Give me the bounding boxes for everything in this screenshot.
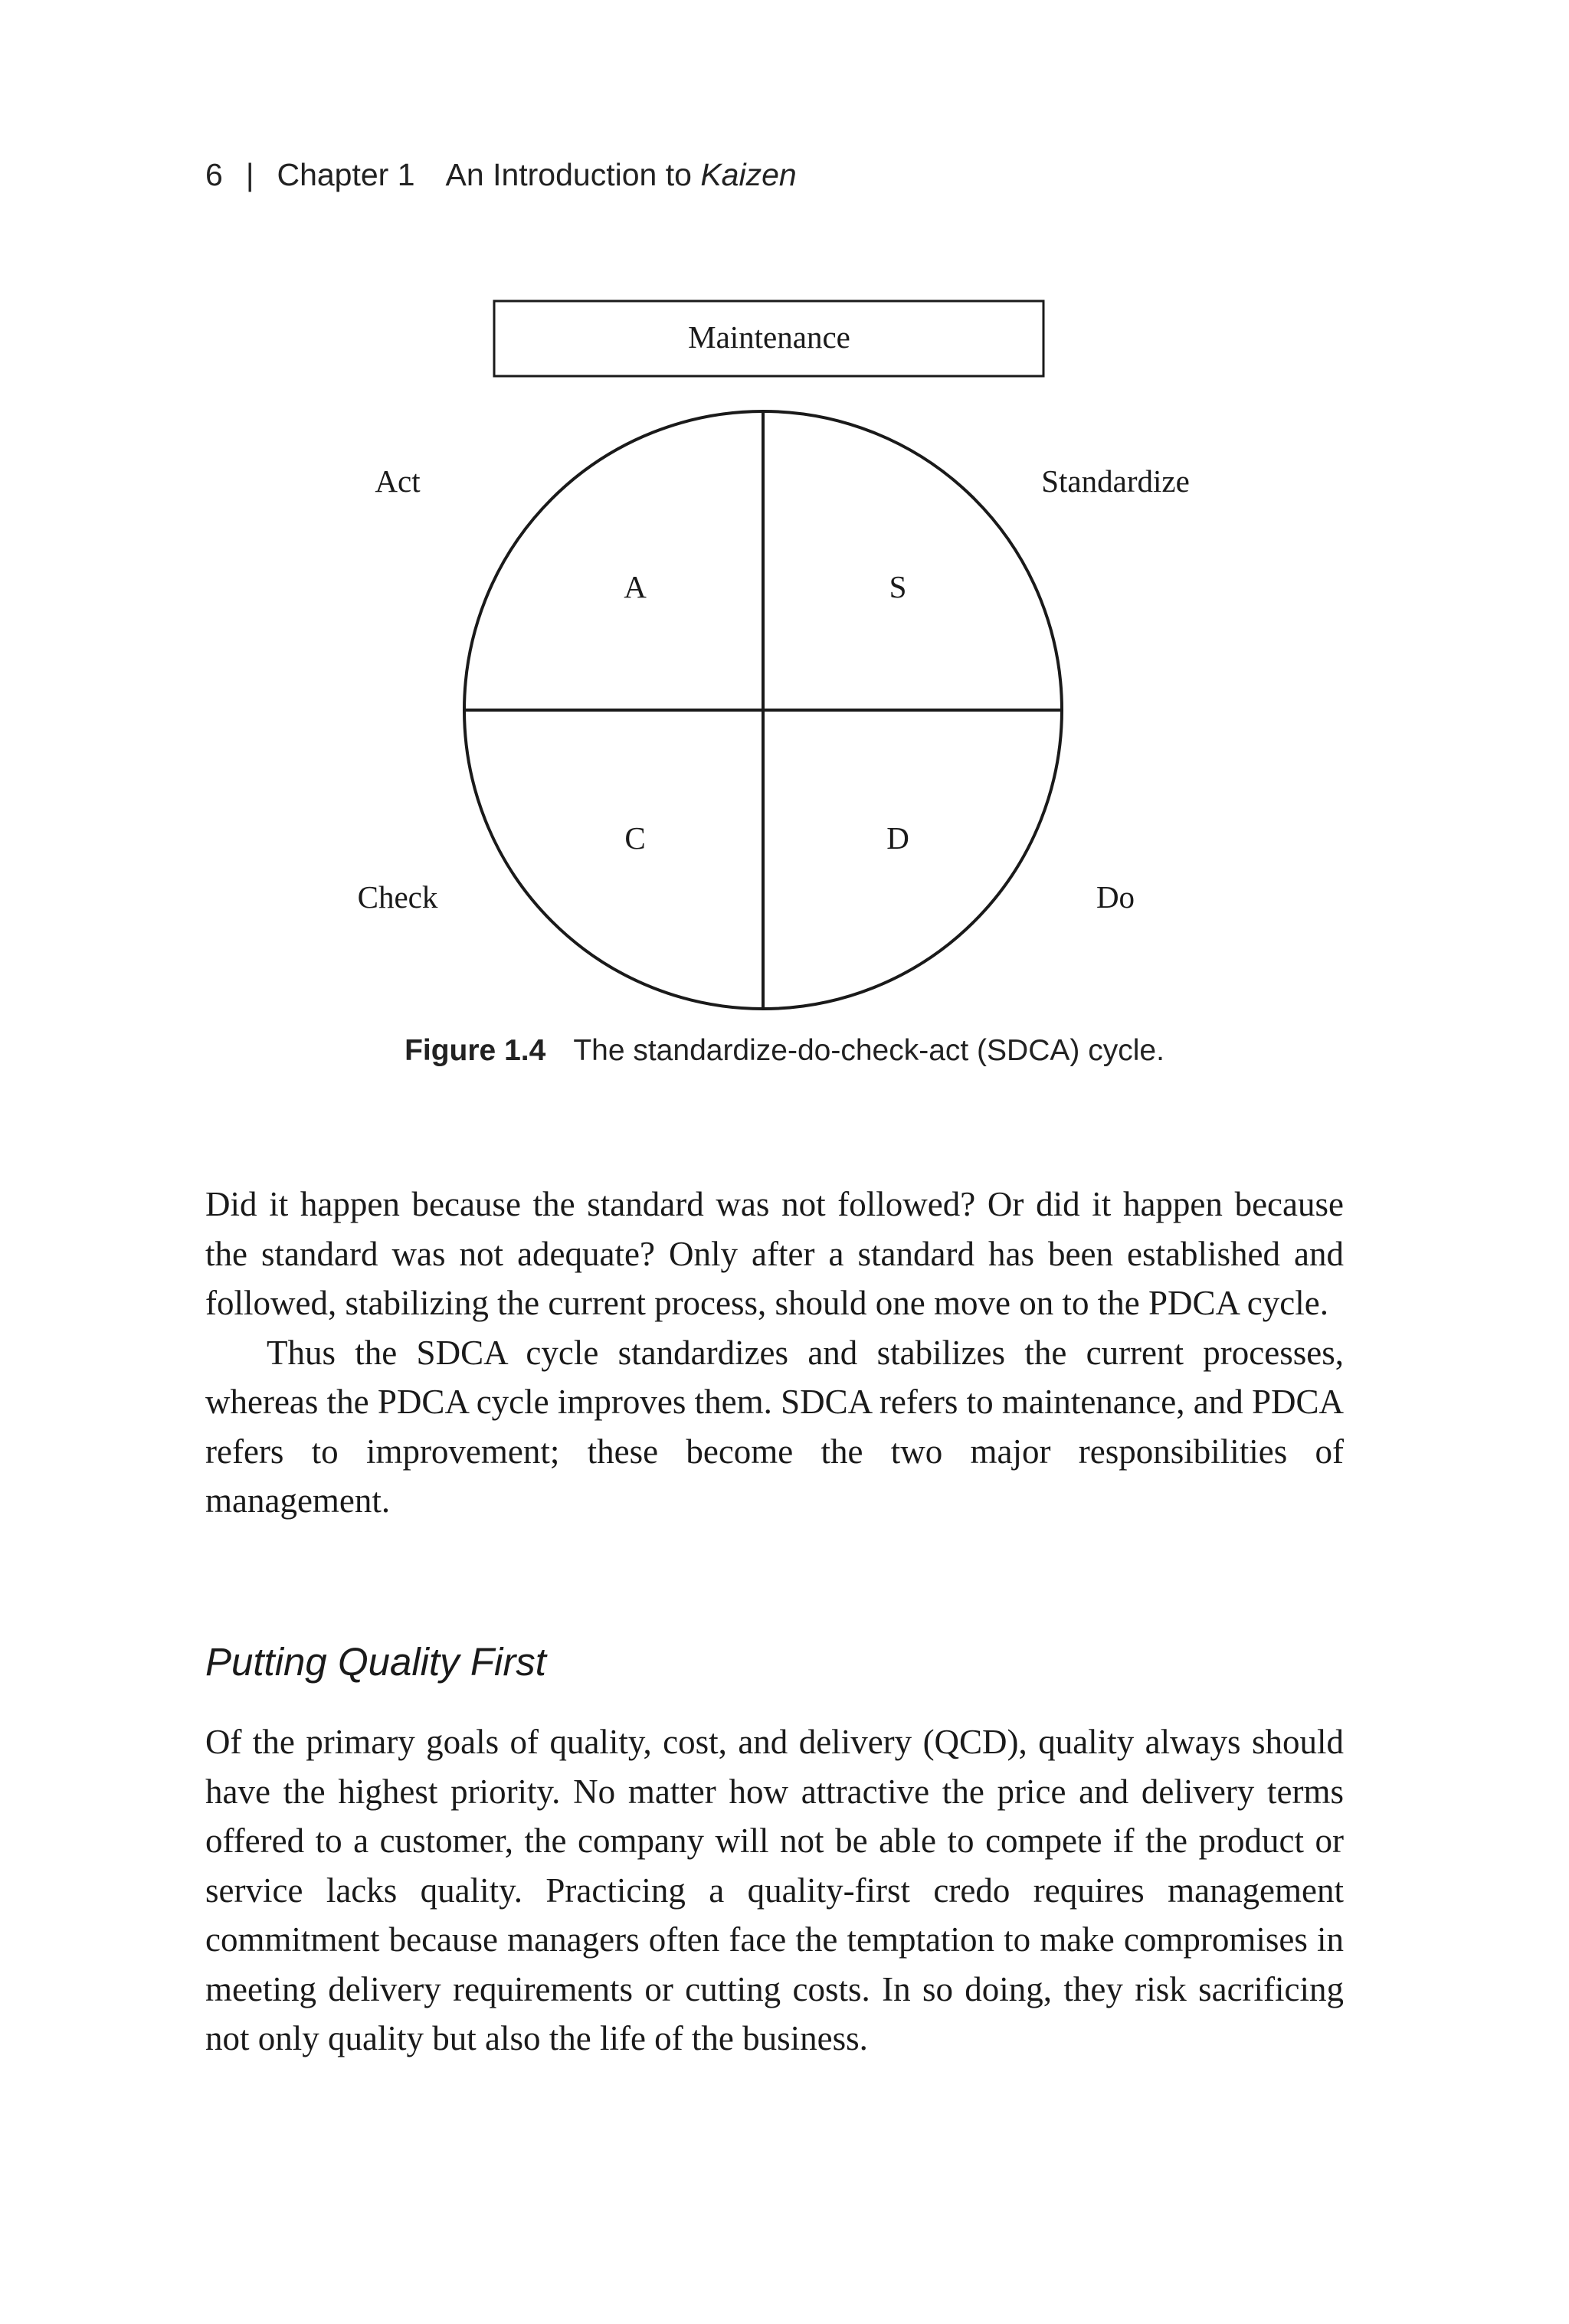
label-check: Check — [357, 879, 438, 915]
header-chapter: Chapter 1 — [277, 157, 415, 192]
quadrant-letter-s: S — [889, 569, 907, 604]
maintenance-label: Maintenance — [688, 319, 850, 355]
paragraph-1: Did it happen because the standard was not followed? Or did it happen because the standard was not adequate? Only after a standard has been established and followed, stabilizing the current process, should one move on to the PDCA cycle. — [205, 1185, 1344, 1322]
quadrant-letter-a: A — [624, 569, 647, 604]
sdca-figure — [0, 0, 1569, 1149]
sdca-diagram — [0, 0, 1569, 1149]
figure-caption — [0, 1034, 1569, 1068]
body-text-block-2 — [205, 1717, 1344, 2064]
paragraph-2: Thus the SDCA cycle standardizes and stabilizes the current processes, whereas the PDCA cycle improves them. SDCA refers to maintenance, and PDCA refers to improvement; these become the two major responsibilities of management. — [205, 1333, 1344, 1520]
label-do: Do — [1096, 879, 1135, 915]
header-separator: | — [245, 157, 254, 192]
section-heading: Putting Quality First — [205, 1640, 546, 1684]
body-text-block-1 — [205, 1180, 1344, 1526]
quadrant-letter-c: C — [624, 820, 646, 856]
header-title-italic: Kaizen — [700, 157, 797, 192]
label-standardize: Standardize — [1041, 463, 1190, 499]
header-title-prefix: An Introduction to — [445, 157, 692, 192]
caption-number: Figure 1.4 — [405, 1034, 546, 1067]
page-number: 6 — [205, 157, 223, 192]
paragraph-3: Of the primary goals of quality, cost, and delivery (QCD), quality always should have the highest priority. No matter how attractive the price and delivery terms offered to a customer, the company will not be able to compete if the product or service lacks quality. Practicing a quality-first credo requires management commitment because managers often face the temptation to make compromises in meeting delivery requirements or cutting costs. In so doing, they risk sacrificing not only quality but also the life of the business. — [205, 1723, 1344, 2057]
caption-text: The standardize-do-check-act (SDCA) cycle. — [573, 1034, 1164, 1067]
quadrant-letter-d: D — [886, 820, 909, 856]
label-act: Act — [375, 463, 421, 499]
